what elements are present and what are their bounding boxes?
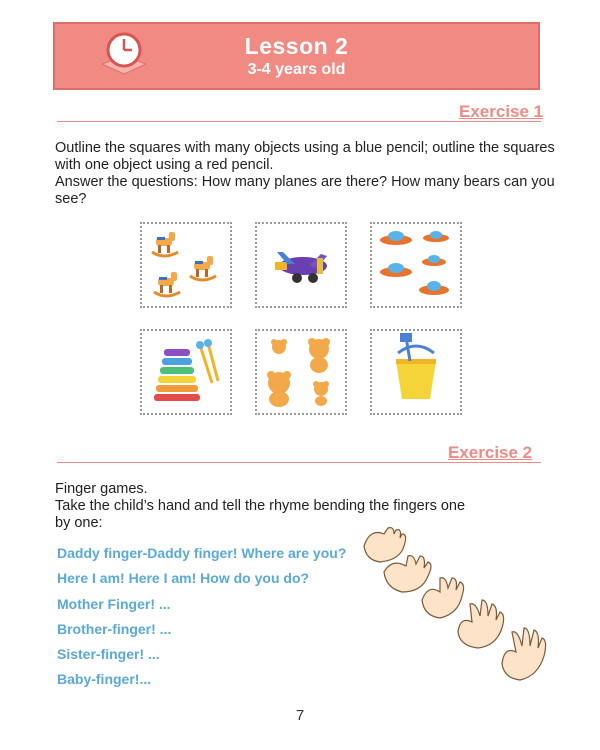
clock-icon: [98, 30, 150, 80]
airplane-icon: [257, 224, 345, 306]
picture-box-sand-bucket[interactable]: [370, 329, 462, 415]
exercise-1-line-3: Answer the questions: How many planes are there? How many bears can you: [55, 174, 555, 190]
hand-icon: [384, 556, 431, 592]
lesson-title: Lesson 2: [244, 33, 349, 59]
rocking-horses-icon: [142, 224, 230, 306]
hand-icon: [422, 578, 464, 618]
rhyme-line-1: Daddy finger-Daddy finger! Where are you?: [57, 545, 347, 561]
picture-box-airplane[interactable]: [255, 222, 347, 308]
rhyme-line-6: Baby-finger!...: [57, 671, 152, 687]
hand-icon: [364, 528, 406, 562]
rhyme-line-3: Mother Finger! ...: [57, 596, 171, 612]
exercise-1-line-4: see?: [55, 191, 87, 207]
page-number: 7: [295, 707, 305, 724]
rhyme-line-2: Here I am! Here I am! How do you do?: [57, 570, 310, 586]
picture-grid: [140, 222, 465, 415]
exercise-1-label: Exercise 1: [459, 102, 544, 121]
exercise-1-line-1: Outline the squares with many objects using a blue pencil; outline the squares: [55, 140, 555, 156]
picture-box-flying-saucers[interactable]: [370, 222, 462, 308]
hand-icon: [502, 628, 546, 680]
hands-illustration: [340, 524, 560, 694]
picture-box-teddy-bears[interactable]: [255, 329, 347, 415]
exercise-2-rule: [57, 462, 541, 463]
sand-bucket-icon: [372, 331, 460, 413]
rhyme-line-5: Sister-finger! ...: [57, 646, 160, 662]
flying-saucers-icon: [372, 224, 460, 306]
rhyme-line-4: Brother-finger! ...: [57, 621, 172, 637]
exercise-2-line-1: Finger games.: [55, 481, 148, 497]
hand-icon: [458, 600, 504, 648]
exercise-1-line-2: with one object using a red pencil.: [55, 157, 274, 173]
teddy-bears-icon: [257, 331, 345, 413]
exercise-2-line-2: Take the child’s hand and tell the rhyme bending the fingers one: [55, 498, 466, 514]
picture-box-xylophone[interactable]: [140, 329, 232, 415]
lesson-age-subtitle: 3-4 years old: [247, 61, 346, 78]
exercise-2-label: Exercise 2: [448, 443, 533, 462]
picture-box-rocking-horses[interactable]: [140, 222, 232, 308]
xylophone-icon: [142, 331, 230, 413]
exercise-1-rule: [57, 121, 541, 122]
exercise-2-line-3: by one:: [55, 515, 103, 531]
